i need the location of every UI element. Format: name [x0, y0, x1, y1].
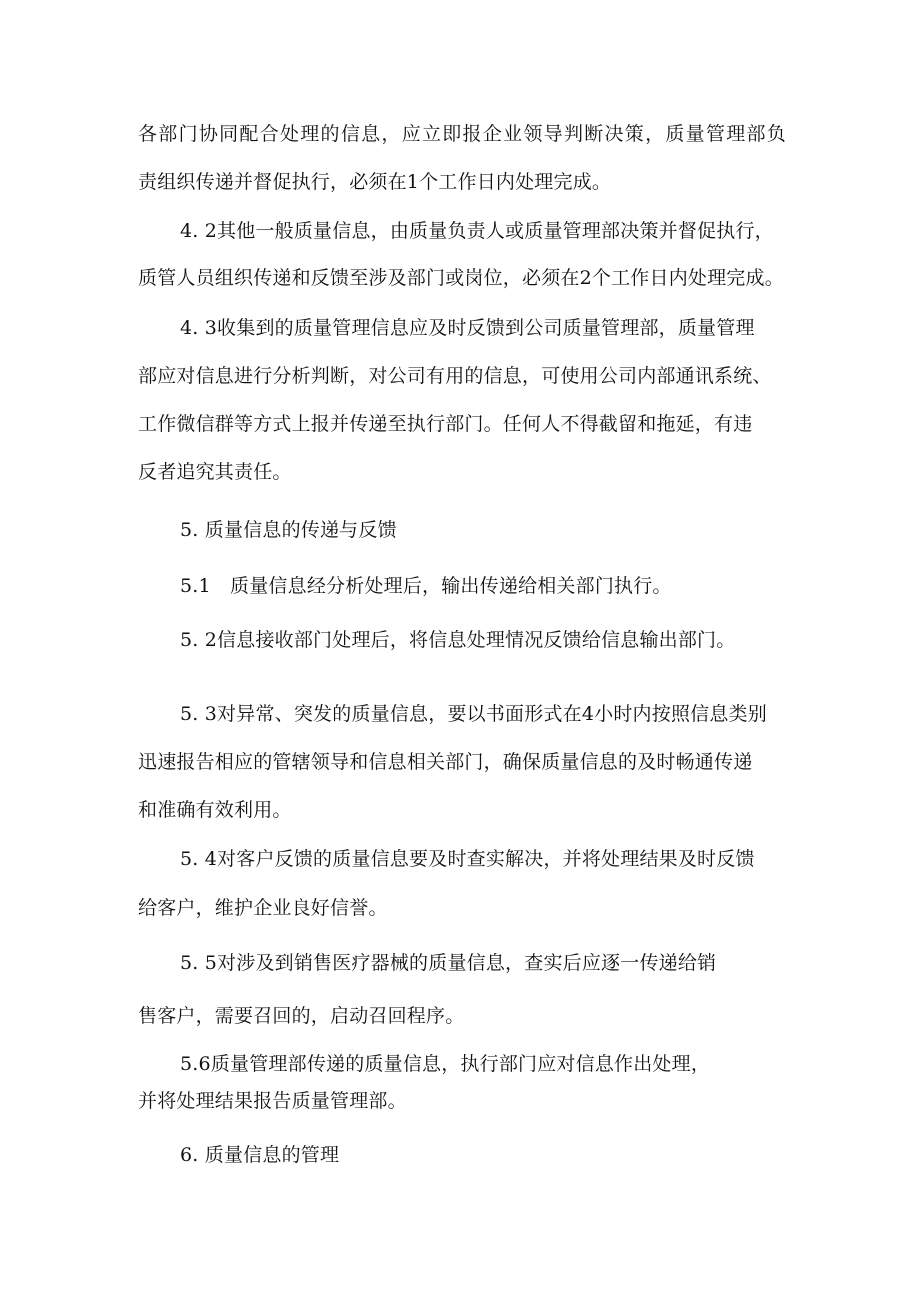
text-line: 工作微信群等方式上报并传递至执行部门。任何人不得截留和拖延，有违 — [138, 413, 753, 435]
text-line: 责组织传递并督促执行，必须在1个工作日内处理完成。 — [138, 171, 612, 193]
paragraph-5-5-line: 5. 5对涉及到销售医疗器械的质量信息，查实后应逐一传递给销 — [180, 952, 717, 974]
text-line: 各部门协同配合处理的信息，应立即报企业领导判断决策，质量管理部负 — [138, 123, 786, 145]
paragraph-5-4-line: 5. 4对客户反馈的质量信息要及时查实解决，并将处理结果及时反馈 — [180, 848, 755, 870]
paragraph-4-3-line: 4. 3收集到的质量管理信息应及时反馈到公司质量管理部，质量管理 — [180, 317, 755, 339]
paragraph-5-1-line: 5.1 质量信息经分析处理后，输出传递给相关部门执行。 — [180, 575, 672, 597]
paragraph-4-2-line: 4. 2其他一般质量信息，由质量负责人或质量管理部决策并督促执行， — [180, 220, 774, 242]
text-line: 质管人员组织传递和反馈至涉及部门或岗位，必须在2个工作日内处理完成。 — [138, 267, 784, 289]
paragraph-5-3-line: 5. 3对异常、突发的质量信息，要以书面形式在4小时内按照信息类别 — [180, 703, 767, 725]
section-5-heading: 5. 质量信息的传递与反馈 — [180, 519, 397, 541]
text-line: 迅速报告相应的管辖领导和信息相关部门，确保质量信息的及时畅通传递 — [138, 751, 753, 773]
paragraph-5-6-line: 5.6质量管理部传递的质量信息，执行部门应对信息作出处理， — [180, 1053, 711, 1075]
text-line: 部应对信息进行分析判断，对公司有用的信息，可使用公司内部通讯系统、 — [138, 365, 772, 387]
paragraph-5-2-line: 5. 2信息接收部门处理后，将信息处理情况反馈给信息输出部门。 — [180, 629, 736, 651]
section-6-heading: 6. 质量信息的管理 — [180, 1144, 340, 1166]
text-line: 并将处理结果报告质量管理部。 — [138, 1090, 407, 1112]
text-line: 给客户，维护企业良好信誉。 — [138, 897, 388, 919]
text-line: 售客户，需要召回的，启动召回程序。 — [138, 1005, 465, 1027]
text-line: 反者追究其责任。 — [138, 461, 292, 483]
text-line: 和准确有效利用。 — [138, 799, 292, 821]
